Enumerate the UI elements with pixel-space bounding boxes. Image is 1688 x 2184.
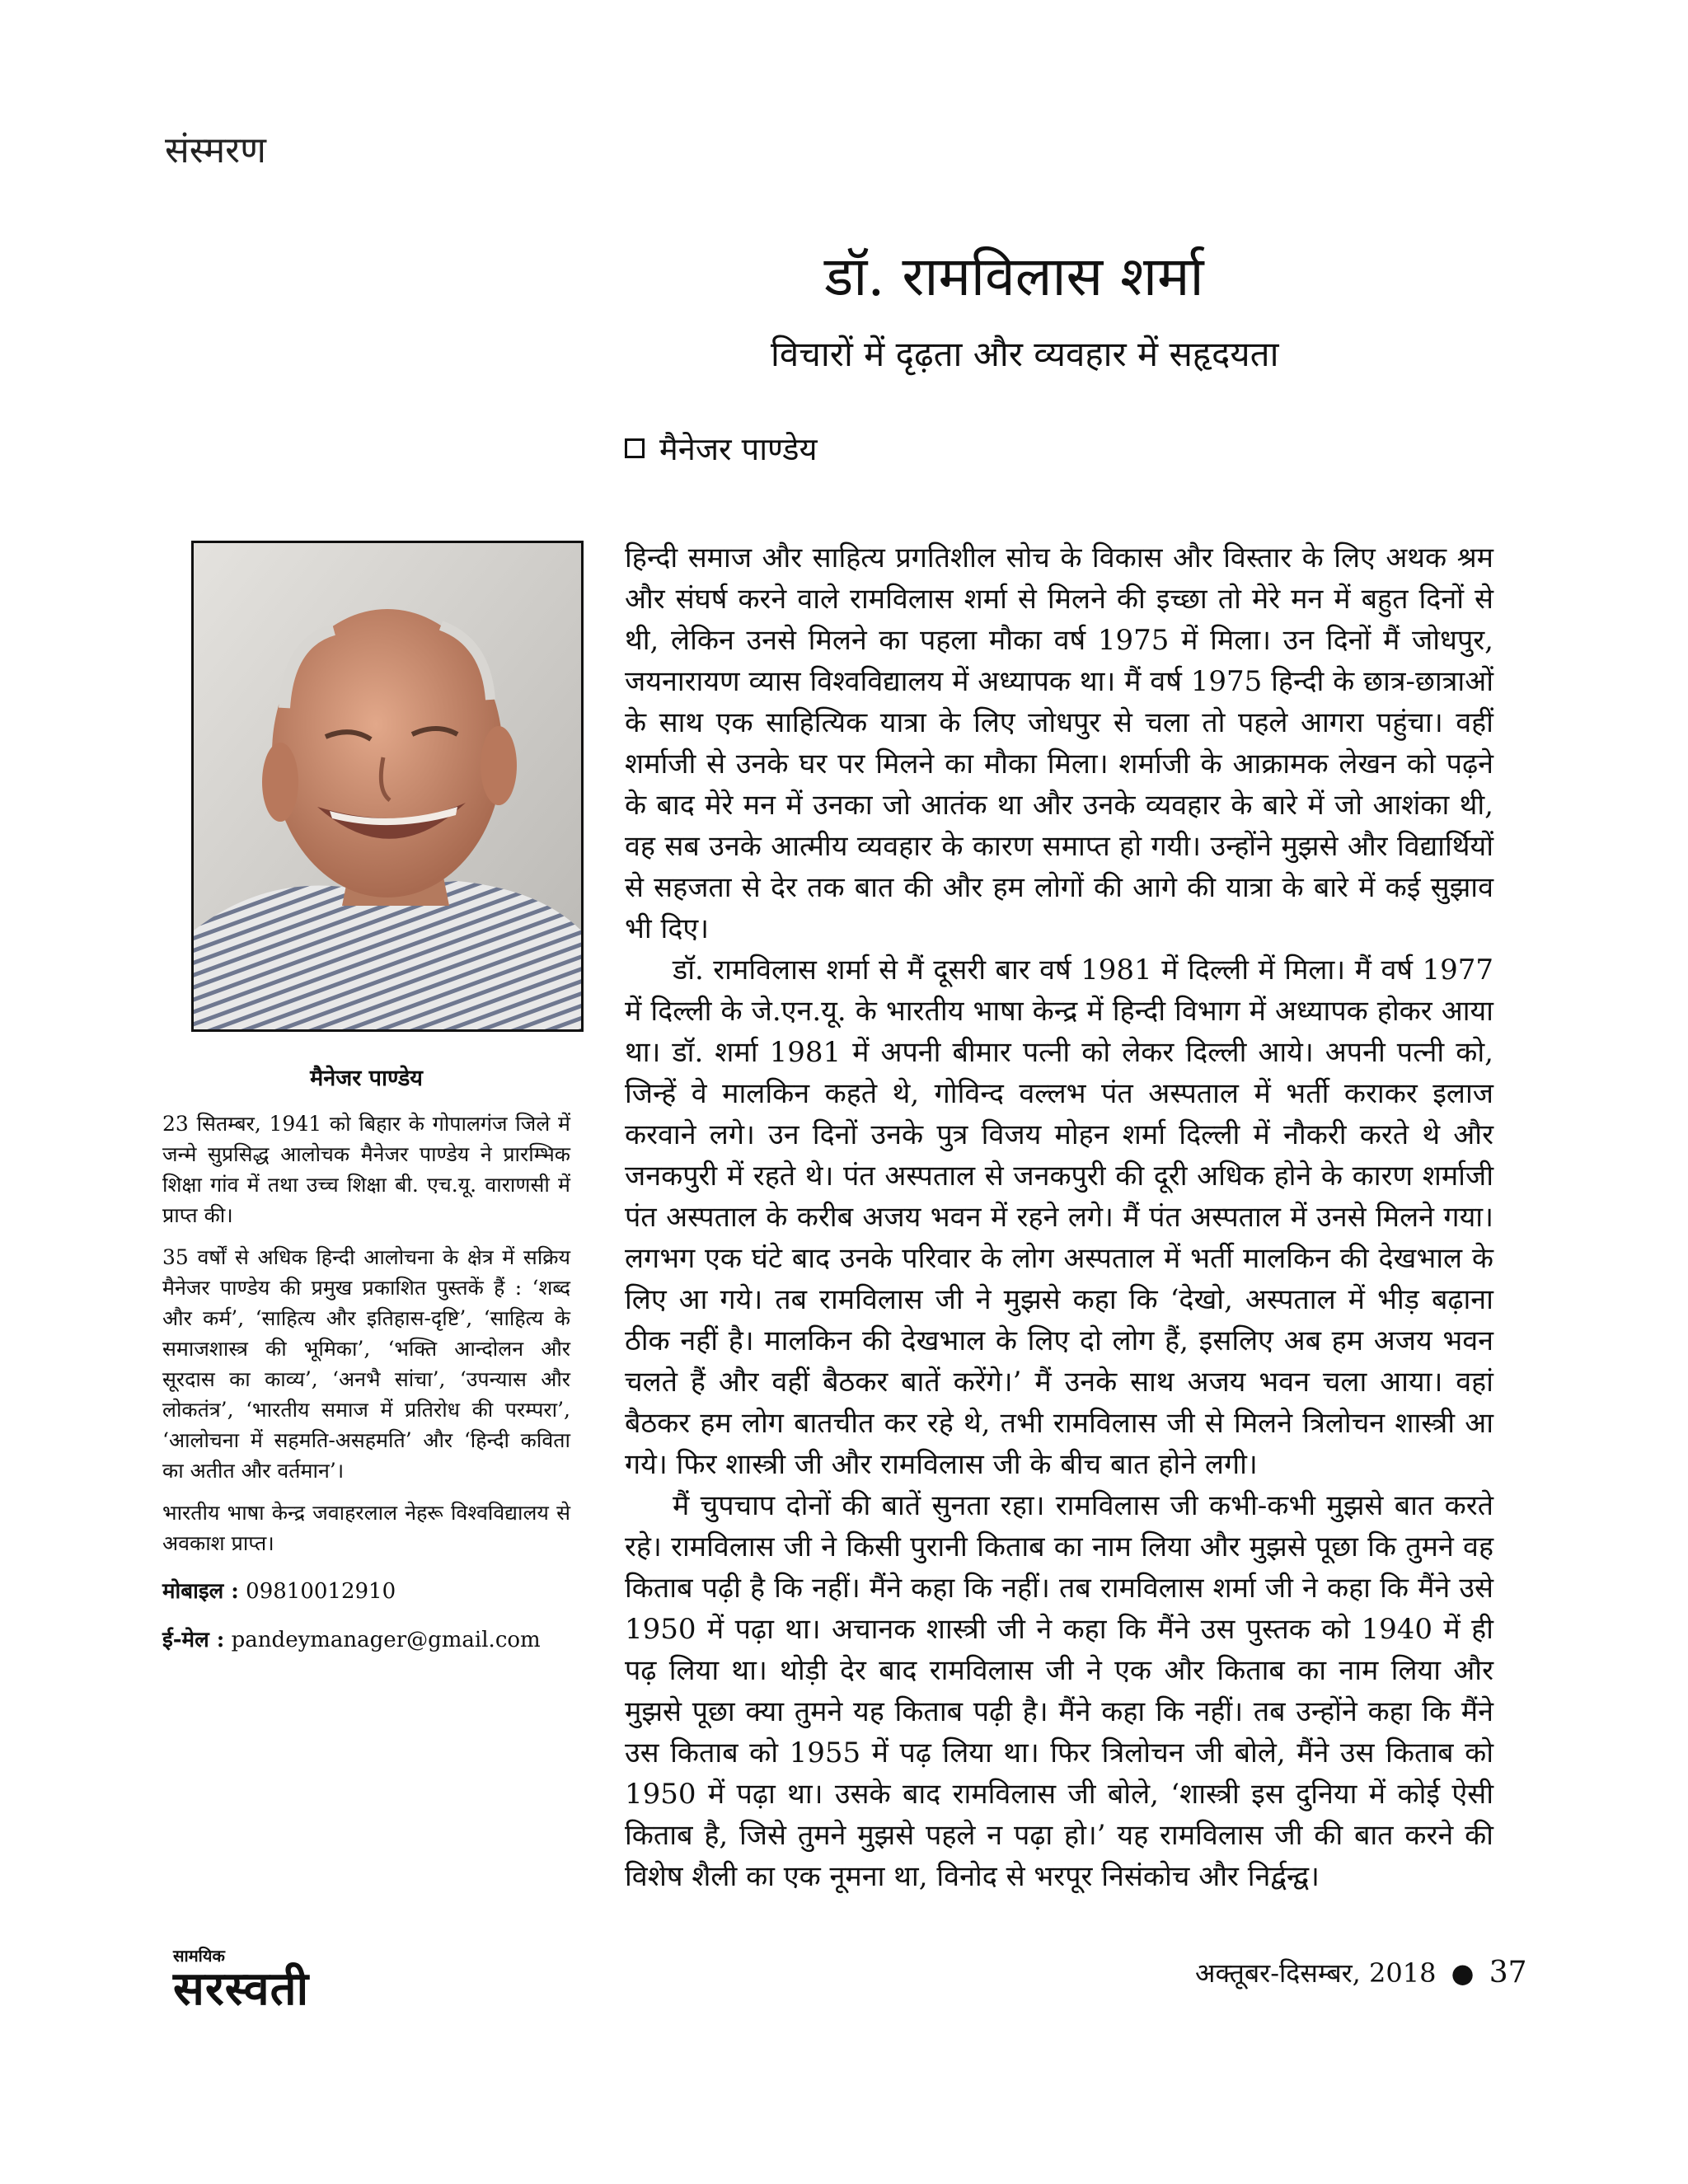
square-box-icon xyxy=(625,438,645,458)
article-title: डॉ. रामविलास शर्मा xyxy=(824,245,1204,308)
email-address: pandeymanager@gmail.com xyxy=(231,1628,541,1652)
sidebar-mobile xyxy=(162,1577,570,1607)
article-paragraph-3: मैं चुपचाप दोनों की बातें सुनता रहा। रामविलास जी कभी-कभी मुझसे बात करते रहे। रामविलास जी ने किसी पुरानी किताब का नाम लिया और मुझसे पूछा कि तुमने वह किताब पढ़ी है कि नहीं। मैंने कहा कि नहीं। तब रामविलास शर्मा जी ने कहा कि मैंने उसे 1950 में पढ़ा था। अचानक शास्त्री जी ने कहा कि मैंने उस पुस्तक को 1940 में ही पढ़ लिया था। थोड़ी देर बाद रामविलास जी ने एक और किताब का नाम लिया और मुझसे पूछा क्या तुमने यह किताब पढ़ी है। मैंने कहा कि नहीं। तब उन्होंने कहा कि मैंने उस किताब को 1955 में पढ़ लिया था। फिर त्रिलोचन जी बोले, मैंने उस किताब को 1950 में पढ़ा था। उसके बाद रामविलास जी बोले, ‘शास्त्री इस दुनिया में कोई ऐसी किताब है, जिसे तुमने मुझसे पहले न पढ़ा हो।’ यह रामविलास जी की बात करने की विशेष शैली का एक नूमना था, विनोद से भरपूर निसंकोच और निर्द्वन्द्व। xyxy=(625,1489,1493,1893)
author-name: मैनेजर पाण्डेय xyxy=(659,431,818,467)
mobile-number: 09810012910 xyxy=(246,1579,396,1604)
sidebar-bio-birth: 23 सितम्बर, 1941 को बिहार के गोपालगंज जिले में जन्मे सुप्रसिद्ध आलोचक मैनेजर पाण्डेय ने प्रारम्भिक शिक्षा गांव में तथा उच्च शिक्षा बी. एच.यू. वाराणसी में प्राप्त की। xyxy=(162,1112,570,1227)
sidebar-bio-retired: भारतीय भाषा केन्द्र जवाहरलाल नेहरू विश्वविद्यालय से अवकाश प्राप्त। xyxy=(162,1501,570,1555)
issue-date: अक्तूबर-दिसम्बर, 2018 xyxy=(1195,1957,1437,1989)
logo-big-text: सरस्वती xyxy=(173,1961,310,2016)
page-number: 37 xyxy=(1489,1956,1527,1990)
sidebar-author-name: मैनेजर पाण्डेय xyxy=(310,1066,423,1091)
article-paragraph-2: डॉ. रामविलास शर्मा से मैं दूसरी बार वर्ष 1981 में दिल्ली में मिला। मैं वर्ष 1977 में दिल्ली के जे.एन.यू. के भारतीय भाषा केन्द्र में हिन्दी विभाग में अध्यापक होकर आया था। डॉ. शर्मा 1981 में अपनी बीमार पत्नी को लेकर दिल्ली आये। अपनी पत्नी को, जिन्हें वे मालकिन कहते थे, गोविन्द वल्लभ पंत अस्पताल में भर्ती कराकर इलाज करवाने लगे। उन दिनों उनके पुत्र विजय मोहन शर्मा दिल्ली में नौकरी करते थे और जनकपुरी में रहते थे। पंत अस्पताल से जनकपुरी की दूरी अधिक होने के कारण शर्माजी पंत अस्पताल के करीब अजय भवन में रहने लगे। मैं पंत अस्पताल में उनसे मिलने गया। लगभग एक घंटे बाद उनके परिवार के लोग अस्पताल में भर्ती मालकिन की देखभाल के लिए आ गये। तब रामविलास जी ने मुझसे कहा कि ‘देखो, अस्पताल में भीड़ बढ़ाना ठीक नहीं है। मालकिन की देखभाल के लिए दो लोग हैं, इसलिए अब हम अजय भवन चलते हैं और वहीं बैठकर बातें करेंगे।’ मैं उनके साथ अजय भवन चला आया। वहां बैठकर हम लोग बातचीत कर रहे थे, तभी रामविलास जी से मिलने त्रिलोचन शास्त्री आ गये। फिर शास्त्री जी और रामविलास जी के बीच बात होने लगी। xyxy=(625,954,1493,1481)
email-label: ई-मेल : xyxy=(162,1628,225,1652)
author-photo xyxy=(191,541,584,1032)
author-byline xyxy=(625,427,817,470)
magazine-logo xyxy=(173,1946,338,2016)
author-sidebar xyxy=(162,1063,570,1656)
sidebar-bio-books: 35 वर्षों से अधिक हिन्दी आलोचना के क्षेत्र में सक्रिय मैनेजर पाण्डेय की प्रमुख प्रकाशित पुस्तकें हैं : ‘शब्द और कर्म’, ‘साहित्य और इतिहास-दृष्टि’, ‘साहित्य के समाजशास्त्र की भूमिका’, ‘भक्ति आन्दोलन और सूरदास का काव्य’, ‘अनभै सांचा’, ‘उपन्यास और लोकतंत्र’, ‘भारतीय समाज में प्रतिरोध की परम्परा’, ‘आलोचना में सहमति-असहमति’ और ‘हिन्दी कविता का अतीत और वर्तमान’। xyxy=(162,1245,570,1483)
logo-small-text: सामयिक xyxy=(173,1946,225,1966)
article-paragraph-1: हिन्दी समाज और साहित्य प्रगतिशील सोच के विकास और विस्तार के लिए अथक श्रम और संघर्ष करने वाले रामविलास शर्मा से मिलने की इच्छा तो मेरे मन में बहुत दिनों से थी, लेकिन उनसे मिलने का पहला मौका वर्ष 1975 में मिला। उन दिनों मैं जोधपुर, जयनारायण व्यास विश्वविद्यालय में अध्यापक था। मैं वर्ष 1975 हिन्दी के छात्र-छात्राओं के साथ एक साहित्यिक यात्रा के लिए जोधपुर से चला तो पहले आगरा पहुंचा। वहीं शर्माजी से उनके घर पर मिलने का मौका मिला। शर्माजी के आक्रामक लेखन को पढ़ने के बाद मेरे मन में उनका जो आतंक था और उनके व्यवहार के बारे में जो आशंका थी, वह सब उनके आत्मीय व्यवहार के कारण समाप्त हो गयी। उन्होंने मुझसे और विद्यार्थियों से सहजता से देर तक बात की और हम लोगों की आगे की यात्रा के बारे में कई सुझाव भी दिए। xyxy=(625,541,1494,945)
mobile-label: मोबाइल : xyxy=(162,1579,239,1604)
author-portrait-image xyxy=(194,543,581,1029)
page-footer xyxy=(1195,1955,1527,1990)
section-label: संस्मरण xyxy=(165,129,266,171)
sidebar-email xyxy=(162,1625,570,1656)
article-subtitle: विचारों में दृढ़ता और व्यवहार में सहृदयता xyxy=(771,334,1279,374)
article-body xyxy=(625,537,1493,1897)
bullet-icon: ● xyxy=(1451,1957,1475,1989)
